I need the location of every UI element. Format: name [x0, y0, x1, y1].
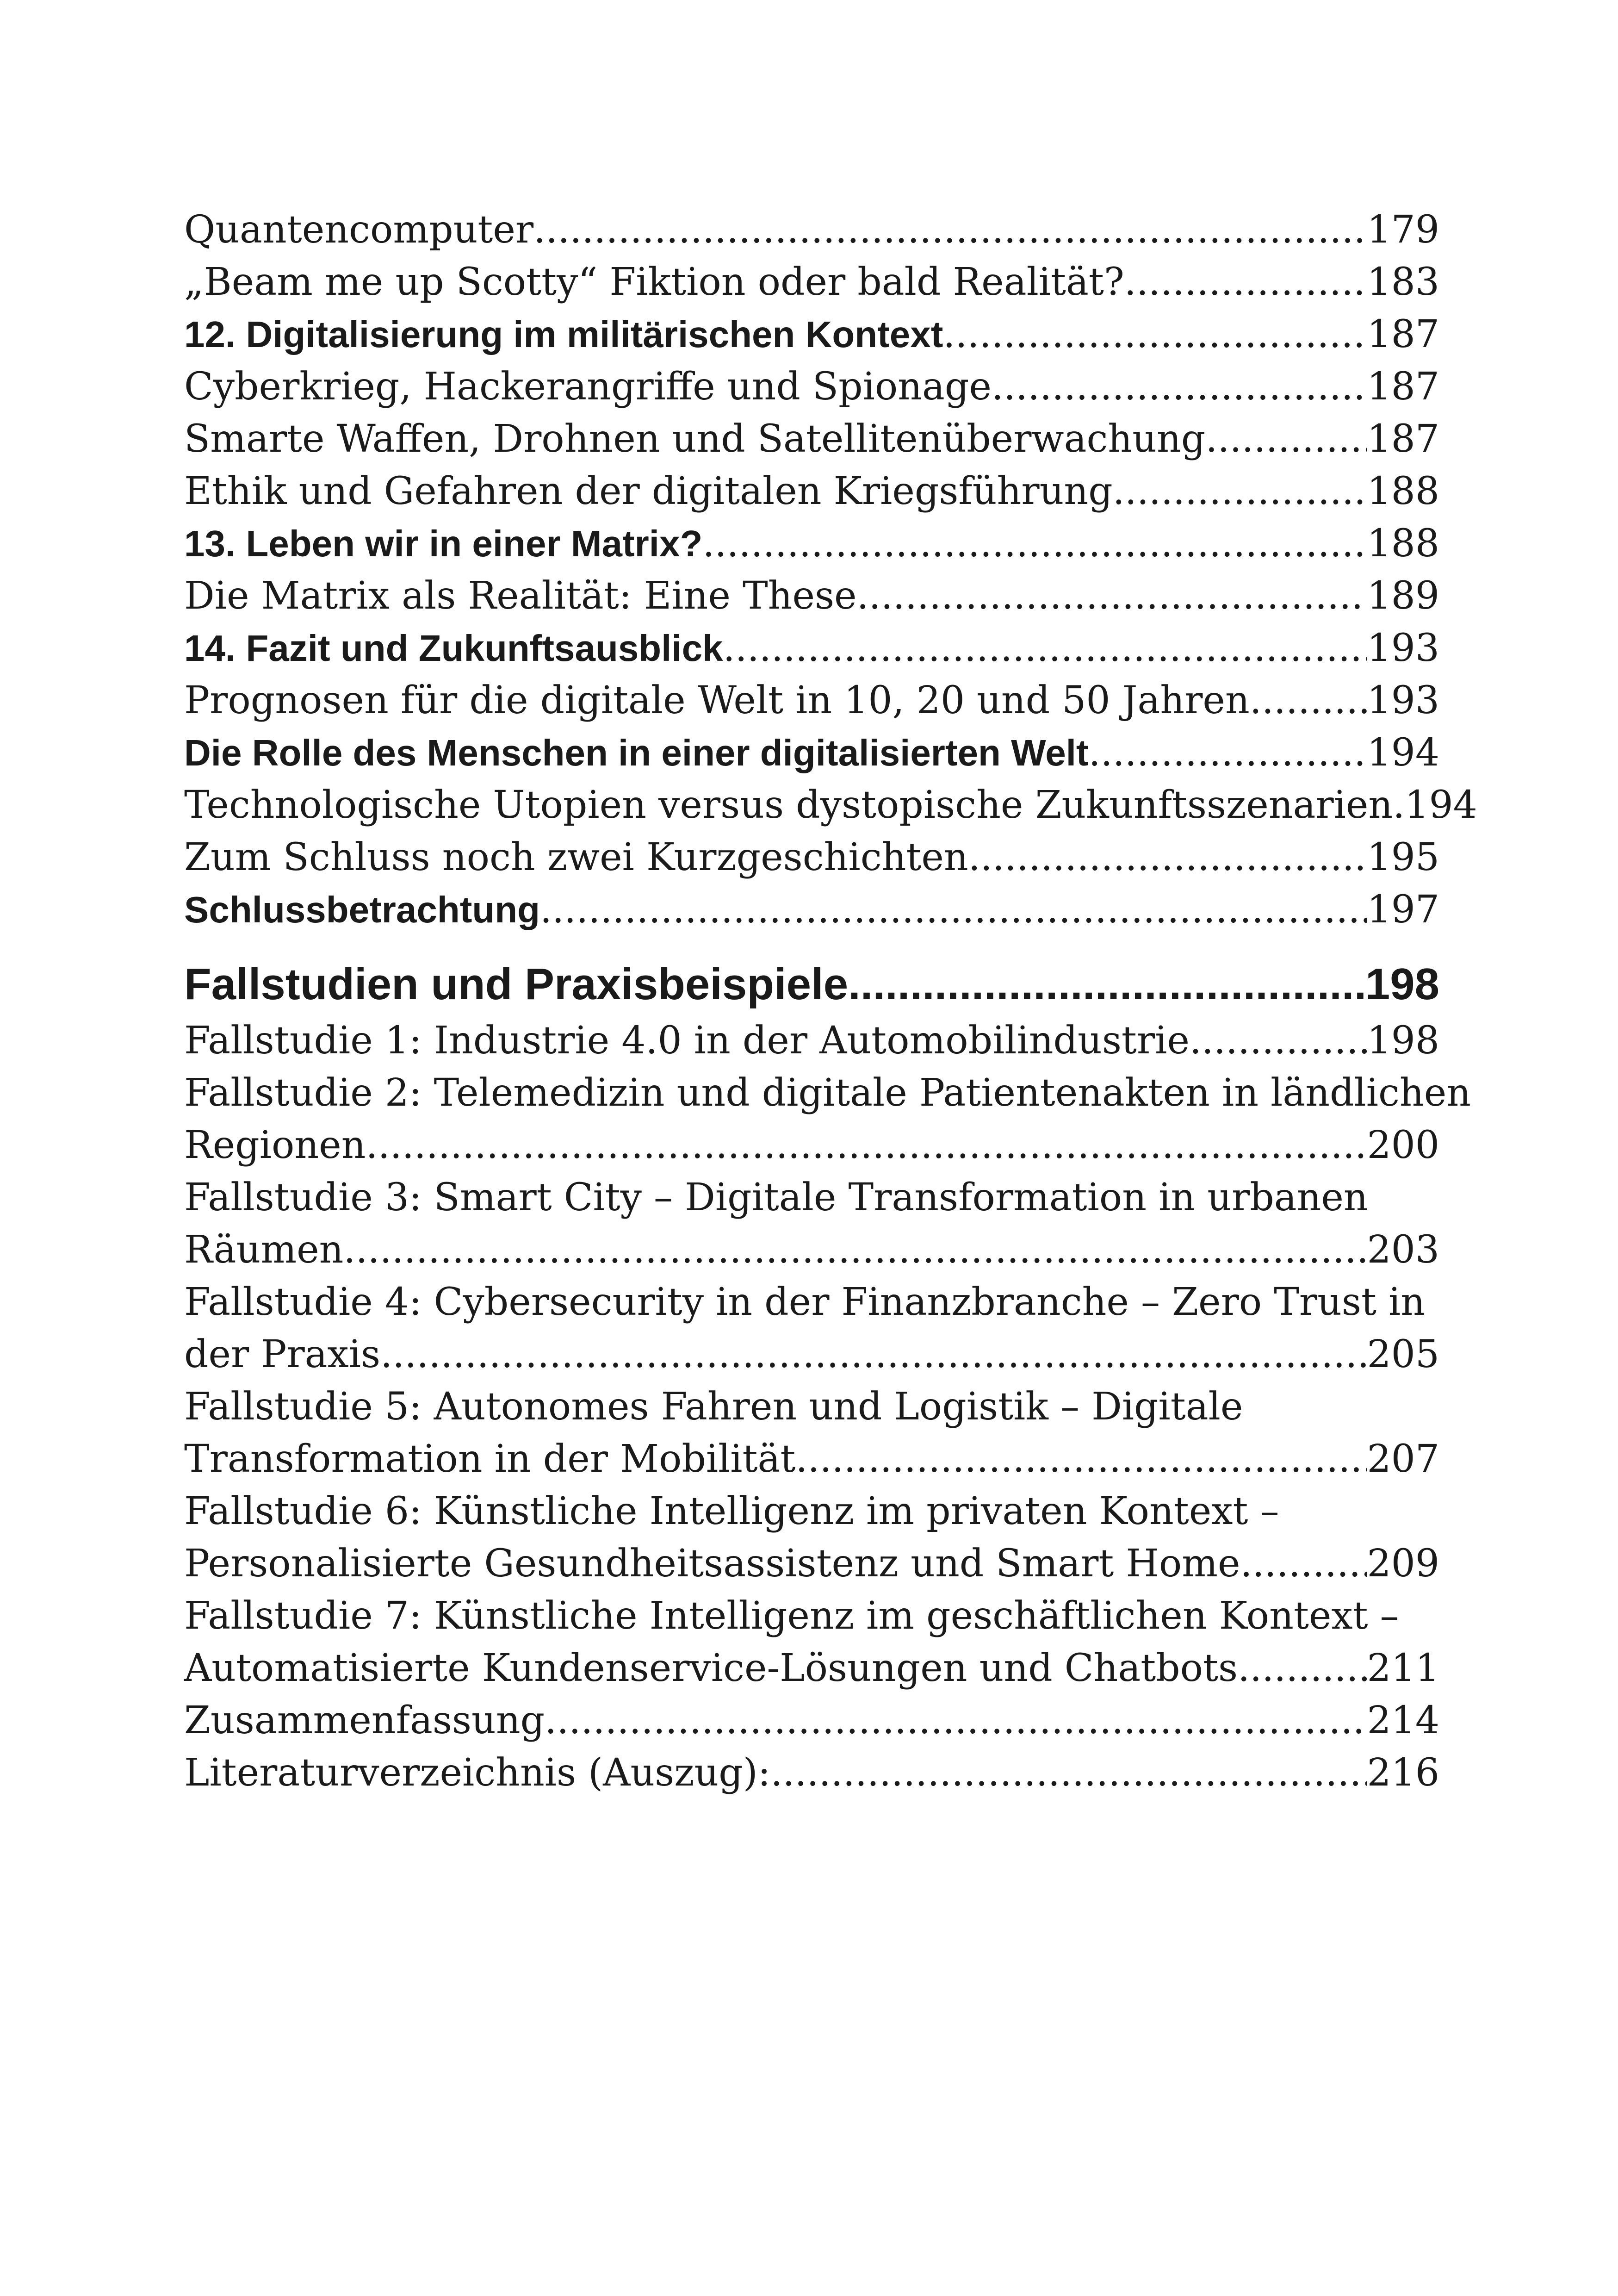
dot-leader — [343, 1224, 1367, 1276]
toc-entry — [184, 1694, 1439, 1747]
toc-entry — [184, 1014, 1439, 1067]
dot-leader — [1089, 727, 1367, 779]
toc-entry-title: 12. Digitalisierung im militärischen Kontext — [184, 314, 943, 355]
dot-leader — [380, 1328, 1367, 1381]
toc-chapter-entry — [184, 884, 1439, 936]
toc-entry-title: 14. Fazit und Zukunftsausblick — [184, 628, 723, 669]
toc-entry-page: 209 — [1367, 1542, 1439, 1586]
toc-entry-page: 187 — [1367, 365, 1439, 409]
toc-entry-multiline — [184, 1381, 1439, 1485]
toc-entry-title: Die Rolle des Menschen in einer digitalisierten Welt — [184, 732, 1089, 773]
dot-leader — [1205, 413, 1367, 465]
dot-leader — [1250, 674, 1367, 727]
dot-leader — [545, 1694, 1367, 1747]
dot-leader — [1240, 1537, 1367, 1590]
toc-entry-page: 187 — [1367, 312, 1439, 356]
dot-leader — [857, 570, 1367, 622]
toc-entry — [184, 465, 1439, 517]
table-of-contents — [184, 204, 1477, 1799]
toc-entry-title-line2: Personalisierte Gesundheitsassistenz und Smart Home — [184, 1542, 1240, 1586]
toc-entry-title-line1: Fallstudie 7: Künstliche Intelligenz im geschäftlichen Kontext – — [184, 1594, 1399, 1638]
toc-entry — [184, 256, 1439, 308]
toc-entry-title-line2: Transformation in der Mobilität — [184, 1437, 796, 1481]
dot-leader — [1238, 1642, 1367, 1694]
toc-entry-page: 183 — [1367, 260, 1439, 304]
dot-leader — [968, 831, 1367, 884]
dot-leader — [992, 361, 1367, 413]
toc-entry-title-line1: Fallstudie 2: Telemedizin und digitale Patientenakten in ländlichen — [184, 1071, 1471, 1115]
toc-entry-page: 216 — [1367, 1751, 1439, 1795]
toc-entry-page: 187 — [1367, 417, 1439, 461]
dot-leader — [1124, 256, 1367, 308]
toc-entry — [184, 361, 1439, 413]
dot-leader — [795, 1433, 1367, 1485]
toc-entry-title: 13. Leben wir in einer Matrix? — [184, 523, 703, 564]
toc-entry-title: Literaturverzeichnis (Auszug): — [184, 1751, 771, 1795]
toc-entry-page: 197 — [1367, 888, 1439, 932]
toc-entry-page: 200 — [1367, 1123, 1439, 1167]
dot-leader — [533, 204, 1367, 256]
toc-entry-page: 179 — [1367, 208, 1439, 252]
toc-entry-title: Zum Schluss noch zwei Kurzgeschichten — [184, 835, 968, 879]
toc-entry-title: Prognosen für die digitale Welt in 10, 20 und 50 Jahren — [184, 678, 1250, 722]
toc-entry-page: 211 — [1367, 1646, 1439, 1690]
dot-leader — [1113, 465, 1367, 517]
toc-entry — [184, 674, 1439, 727]
toc-entry-page: 195 — [1367, 835, 1439, 879]
toc-entry-page: 205 — [1367, 1332, 1439, 1376]
toc-entry — [184, 570, 1439, 622]
dot-leader — [723, 622, 1367, 674]
dot-leader — [770, 1747, 1367, 1799]
toc-entry-title-line1: Fallstudie 4: Cybersecurity in der Finanzbranche – Zero Trust in — [184, 1280, 1426, 1324]
toc-entry-page: 194 — [1367, 731, 1439, 775]
toc-entry-page: 188 — [1367, 522, 1439, 566]
dot-leader — [943, 308, 1367, 361]
dot-leader — [1190, 1014, 1367, 1067]
toc-entry-title: Quantencomputer — [184, 208, 534, 252]
toc-entry-title: „Beam me up Scotty“ Fiktion oder bald Realität? — [184, 260, 1124, 304]
toc-entry-title-line2: Regionen — [184, 1123, 366, 1167]
toc-entry-title: Die Matrix als Realität: Eine These — [184, 574, 857, 618]
toc-entry-multiline — [184, 1485, 1439, 1590]
toc-entry-title: Cyberkrieg, Hackerangriffe und Spionage — [184, 365, 992, 409]
toc-entry-title: Ethik und Gefahren der digitalen Kriegsführung — [184, 469, 1113, 513]
dot-leader — [702, 517, 1367, 570]
toc-entry — [184, 831, 1439, 884]
dot-leader — [848, 954, 1365, 1014]
toc-entry-page: 188 — [1367, 469, 1439, 513]
toc-entry-page: 193 — [1367, 678, 1439, 722]
toc-entry-page: 189 — [1367, 574, 1439, 618]
toc-entry-multiline — [184, 1276, 1439, 1381]
toc-entry-title-line2: der Praxis — [184, 1332, 381, 1376]
toc-entry-title: Zusammenfassung — [184, 1699, 545, 1742]
toc-entry-title-line2: Räumen — [184, 1228, 344, 1272]
toc-entry-page: 193 — [1367, 626, 1439, 670]
dot-leader — [366, 1119, 1367, 1171]
toc-entry — [184, 779, 1477, 831]
toc-entry-title-line1: Fallstudie 3: Smart City – Digitale Transformation in urbanen — [184, 1176, 1368, 1220]
toc-section-heading — [184, 954, 1439, 1014]
toc-chapter-entry — [184, 727, 1439, 779]
toc-entry-title: Fallstudien und Praxisbeispiele — [184, 959, 849, 1009]
toc-entry-page: 207 — [1367, 1437, 1439, 1481]
toc-entry-title: Smarte Waffen, Drohnen und Satellitenüberwachung — [184, 417, 1206, 461]
toc-entry-title-line2: Automatisierte Kundenservice-Lösungen und Chatbots — [184, 1646, 1238, 1690]
toc-entry-multiline — [184, 1067, 1471, 1171]
toc-entry — [184, 1747, 1439, 1799]
toc-entry-page: 203 — [1367, 1228, 1439, 1272]
toc-chapter-entry — [184, 622, 1439, 674]
toc-entry — [184, 413, 1439, 465]
toc-entry-title: Fallstudie 1: Industrie 4.0 in der Automobilindustrie — [184, 1019, 1190, 1063]
toc-chapter-entry — [184, 308, 1439, 361]
toc-entry-multiline — [184, 1590, 1439, 1694]
toc-entry-page: 214 — [1367, 1699, 1439, 1742]
toc-chapter-entry — [184, 517, 1439, 570]
toc-entry-page: 198 — [1367, 1019, 1439, 1063]
dot-leader — [540, 884, 1367, 936]
toc-entry-page: 198 — [1365, 959, 1439, 1009]
toc-entry-multiline — [184, 1171, 1439, 1276]
toc-entry — [184, 204, 1439, 256]
toc-entry-title: Schlussbetrachtung — [184, 889, 540, 930]
toc-entry-page: 194 — [1405, 783, 1477, 827]
toc-entry-title: Technologische Utopien versus dystopische Zukunftsszenarien. — [184, 783, 1405, 827]
toc-entry-title-line1: Fallstudie 6: Künstliche Intelligenz im privaten Kontext – — [184, 1489, 1279, 1533]
toc-entry-title-line1: Fallstudie 5: Autonomes Fahren und Logistik – Digitale — [184, 1385, 1243, 1429]
